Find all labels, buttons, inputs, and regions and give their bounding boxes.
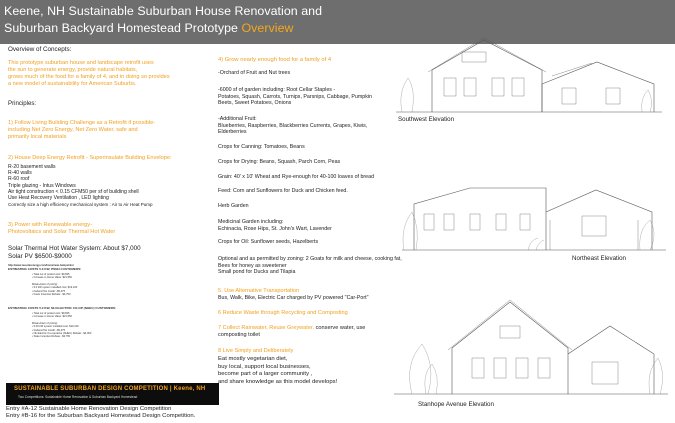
grain-line: Grain: 40' x 10' Wheat and Rye-enough for 40-100 loaves of bread bbox=[218, 174, 375, 180]
stanhope-avenue-elevation-caption: Stanhope Avenue Elevation bbox=[418, 401, 494, 408]
nhec-heading: ESTIMATING COSTS 5.0 KW, NH ELECTRIC CO-OP (NHEC) CUSTOMERS: bbox=[8, 306, 117, 310]
herb-line: Herb Garden bbox=[218, 203, 249, 209]
source-url: http://www.nusolarenergy.com/home/new-hampshire/ bbox=[8, 264, 74, 267]
solar-costs: Solar Thermal Hot Water System: About $7,000 Solar PV $6500-$9000 bbox=[8, 245, 141, 261]
entry-numbers: Entry #A-12 Sustainable Home Renovation Design Competition Entry #B-16 for the Suburban Backyard Homestead Design Competition. bbox=[6, 406, 196, 420]
northeast-elevation-caption: Northeast Elevation bbox=[572, 255, 626, 262]
title-highlight: Overview bbox=[241, 21, 294, 35]
principle-6-heading: 6 Reduce Waste through Recycling and Composting bbox=[218, 310, 348, 316]
intro-paragraph: This prototype suburban house and landscape retrofit uses the sun to generate energy, provide natural habitats, grows much of the food for a family of 4, and in doing so provides a new model of sustainability for American Suburbs. bbox=[8, 60, 170, 87]
principle-7: 7 Collect Rainwater, Reuse Greywater, conserve water, use composting toilet bbox=[218, 325, 366, 338]
competition-banner: SUSTAINABLE SUBURBAN DESIGN COMPETITION | Keene, NH Two Competitions: Sustainable Home Renovation & Suburban Backyard Homestead bbox=[6, 383, 219, 405]
page-title: Keene, NH Sustainable Suburban House Renovation and Suburban Backyard Homestead Prototype Overview bbox=[4, 4, 323, 35]
feed-line: Feed: Corn and Sunflowers for Duck and Chicken feed. bbox=[218, 188, 348, 194]
overview-heading: Overview of Concepts: bbox=[8, 46, 72, 53]
southwest-elevation-drawing bbox=[392, 22, 672, 122]
optional-list: Optional and as permitted by zoning: 2 Goats for milk and cheese, cooking fat, Bees for honey as sweetener Small pond for Ducks and Tilapia bbox=[218, 256, 402, 275]
principle-5-heading: 5. Use Alternative Transportation bbox=[218, 288, 300, 294]
northeast-elevation-drawing bbox=[400, 170, 670, 256]
psnh-heading: ESTIMATING COSTS 5.0 KW, PSNH CUSTOMERS: bbox=[8, 267, 82, 271]
oil-line: Crops for Oil: Sunflower seeds, Hazelberts bbox=[218, 239, 319, 245]
psnh-list: • Total out of pocket cost: $9,825 • Increase in Home Value: $21,550 Break-down of pricing: • 5.0 kW system installed cost: $19,100 • Federal Tax Credit: -$5,475 • Fuels Incentive Rebate: -$3,750 bbox=[32, 273, 78, 297]
principle-2-heading: 2) House Deep Energy Retrofit - Superinsulate Building Envelope: bbox=[8, 155, 172, 161]
principle-8-heading: 8 Live Simply and Deliberately bbox=[218, 348, 294, 354]
medicinal-list: Medicinal Garden including: Echinacia, Rose Hips, St. John's Wart, Lavender bbox=[218, 219, 332, 232]
principle-3: 3) Power with Renewable energy- Photovoltaics and Solar Thermal Hot Water bbox=[8, 222, 116, 235]
drying-line: Crops for Drying: Beans, Squash, Parch Corn, Peas bbox=[218, 159, 341, 165]
principle-1: 1) Follow Living Building Challenge as a Retrofit if possible- including Net Zero Energy, Net Zero Water, safe and primarily local materials bbox=[8, 120, 156, 140]
fruit-list: -Additional Fruit: Blueberries, Raspberries, Blackberries Currents, Grapes, Kiwis, Elderberries bbox=[218, 116, 368, 135]
principles-heading: Principles: bbox=[8, 100, 37, 107]
canning-line: Crops for Canning: Tomatoes, Beans bbox=[218, 144, 305, 150]
principle-8-body: Eat mostly vegetarian diet, buy local, support local businesses, become part of a larger community , and share knowledge as this model develops! bbox=[218, 356, 338, 385]
garden-list: -6000 sf of garden including: Root Cellar Staples - Potatoes, Squash, Carrots, Turnips, Parsnips, Cabbage, Pumpkin Beets, Sweet Potatoes, Onions bbox=[218, 87, 372, 106]
principle-4-heading: 4) Grow nearly enough food for a family of 4 bbox=[218, 57, 332, 63]
principle-5-body: Bus, Walk, Bike, Electric Car charged by PV powered "Car-Port" bbox=[218, 295, 369, 301]
nhec-list: • Total out of pocket cost: $9,825 • Increase in Home Value: $21,550 Break-down of pricing: • 5.00 kW system installed cost: $19,100 • Federal Tax Credit: -$5,475 • NH Electric Co-operative (NHEC) Rebate: -$2,000 • State Incentive Rebate: -$3,750 bbox=[32, 312, 92, 339]
southwest-elevation-caption: Southwest Elevation bbox=[398, 116, 455, 123]
stanhope-avenue-elevation-drawing bbox=[392, 296, 672, 408]
orchard-line: -Orchard of Fruit and Nut trees bbox=[218, 70, 291, 76]
principle-2-list: R-20 basement walls R-40 walls R-60 roof Triple glazing - Intus Windows Air tight construction < 0.15 CFM50 per sf of building shell Use Heat Recovery Ventilation , LED lighting Correctly size a high efficiency mechanical system : Air to Air Heat Pump bbox=[8, 164, 153, 208]
